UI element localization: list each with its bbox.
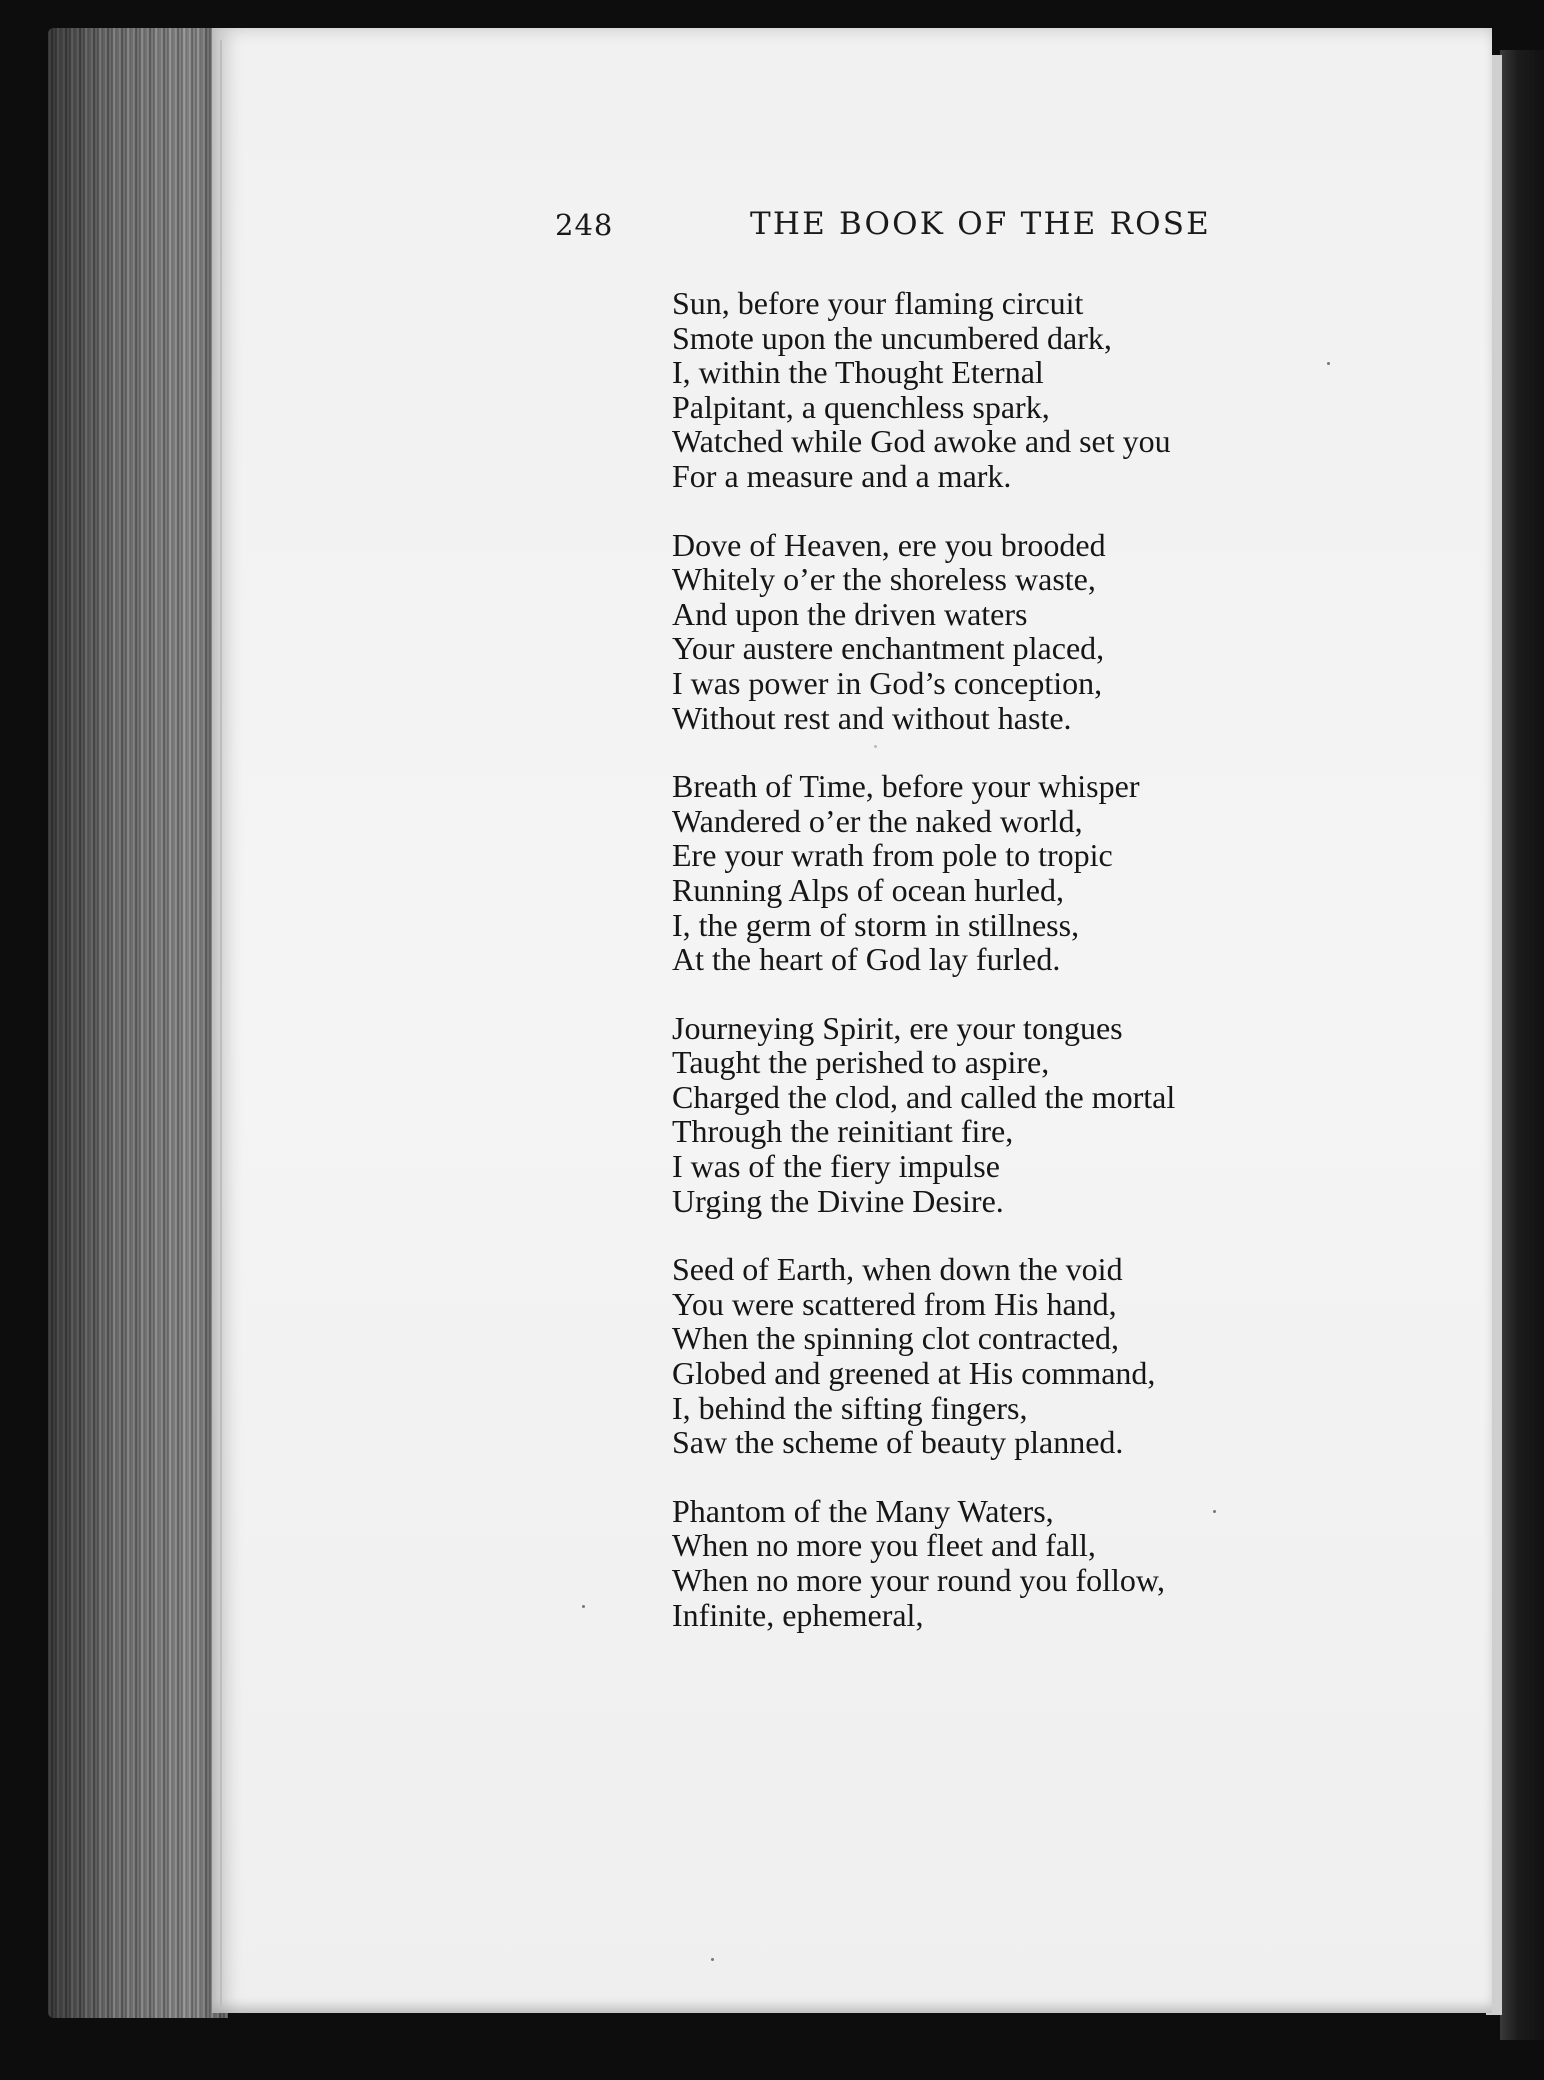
paper-speck <box>1213 1510 1216 1513</box>
paper-speck <box>1327 362 1330 365</box>
poem-line: When no more your round you follow, <box>672 1562 1165 1598</box>
poem-line: Through the reinitiant fire, <box>672 1113 1014 1150</box>
poem-line: Globed and greened at His command, <box>672 1355 1156 1392</box>
stanza <box>672 1252 1462 1460</box>
poem-line: I, within the Thought Eternal <box>672 354 1044 391</box>
page-edges-shadow <box>48 28 228 2018</box>
paper-speck <box>582 1605 585 1608</box>
stanza <box>672 1494 1462 1632</box>
poem-line: Dove of Heaven, ere you brooded <box>672 526 1106 563</box>
running-title: THE BOOK OF THE ROSE <box>750 206 1211 242</box>
poem-line: Watched while God awoke and set you <box>672 423 1171 460</box>
poem-line: At the heart of God lay furled. <box>672 941 1061 978</box>
poem-line: Urging the Divine Desire. <box>672 1182 1004 1219</box>
paper-speck <box>874 745 877 748</box>
poem-line: Phantom of the Many Waters, <box>672 1492 1054 1529</box>
poem-body <box>672 286 1462 1666</box>
poem-line: Wandered o’er the naked world, <box>672 802 1083 839</box>
poem-line: Journeying Spirit, ere your tongues <box>672 1009 1123 1046</box>
poem-line: Infinite, ephemeral, <box>672 1596 924 1633</box>
poem-line: When the spinning clot contracted, <box>672 1320 1119 1357</box>
poem-line: Palpitant, a quenchless spark, <box>672 388 1050 425</box>
page-number: 248 <box>555 208 614 242</box>
poem-line: For a measure and a mark. <box>672 457 1012 494</box>
poem-line: I, the germ of storm in stillness, <box>672 906 1080 943</box>
poem-line: Ere your wrath from pole to tropic <box>672 837 1113 874</box>
stanza <box>672 769 1462 977</box>
poem-line: Whitely o’er the shoreless waste, <box>672 561 1096 598</box>
stanza <box>672 528 1462 736</box>
poem-line: Without rest and without haste. <box>672 699 1072 736</box>
poem-line: You were scattered from His hand, <box>672 1285 1117 1322</box>
poem-line: I, behind the sifting fingers, <box>672 1389 1028 1426</box>
poem-line: Smote upon the uncumbered dark, <box>672 319 1112 356</box>
book-binding-edge <box>1500 50 1544 2040</box>
poem-line: Sun, before your flaming circuit <box>672 285 1084 321</box>
poem-line: When no more you fleet and fall, <box>672 1527 1096 1564</box>
poem-line: Running Alps of ocean hurled, <box>672 871 1064 908</box>
poem-line: Taught the perished to aspire, <box>672 1044 1050 1081</box>
paper-speck <box>711 1958 714 1961</box>
stanza <box>672 1011 1462 1219</box>
poem-line: And upon the driven waters <box>672 595 1028 632</box>
running-head <box>555 206 1215 256</box>
poem-line: Breath of Time, before your whisper <box>672 768 1140 805</box>
stanza <box>672 286 1462 494</box>
poem-line: Your austere enchantment placed, <box>672 630 1105 667</box>
poem-line: I was of the fiery impulse <box>672 1148 1000 1185</box>
poem-line: Saw the scheme of beauty planned. <box>672 1424 1124 1461</box>
poem-line: I was power in God’s conception, <box>672 664 1103 701</box>
poem-line: Charged the clod, and called the mortal <box>672 1078 1176 1115</box>
poem-line: Seed of Earth, when down the void <box>672 1251 1123 1288</box>
